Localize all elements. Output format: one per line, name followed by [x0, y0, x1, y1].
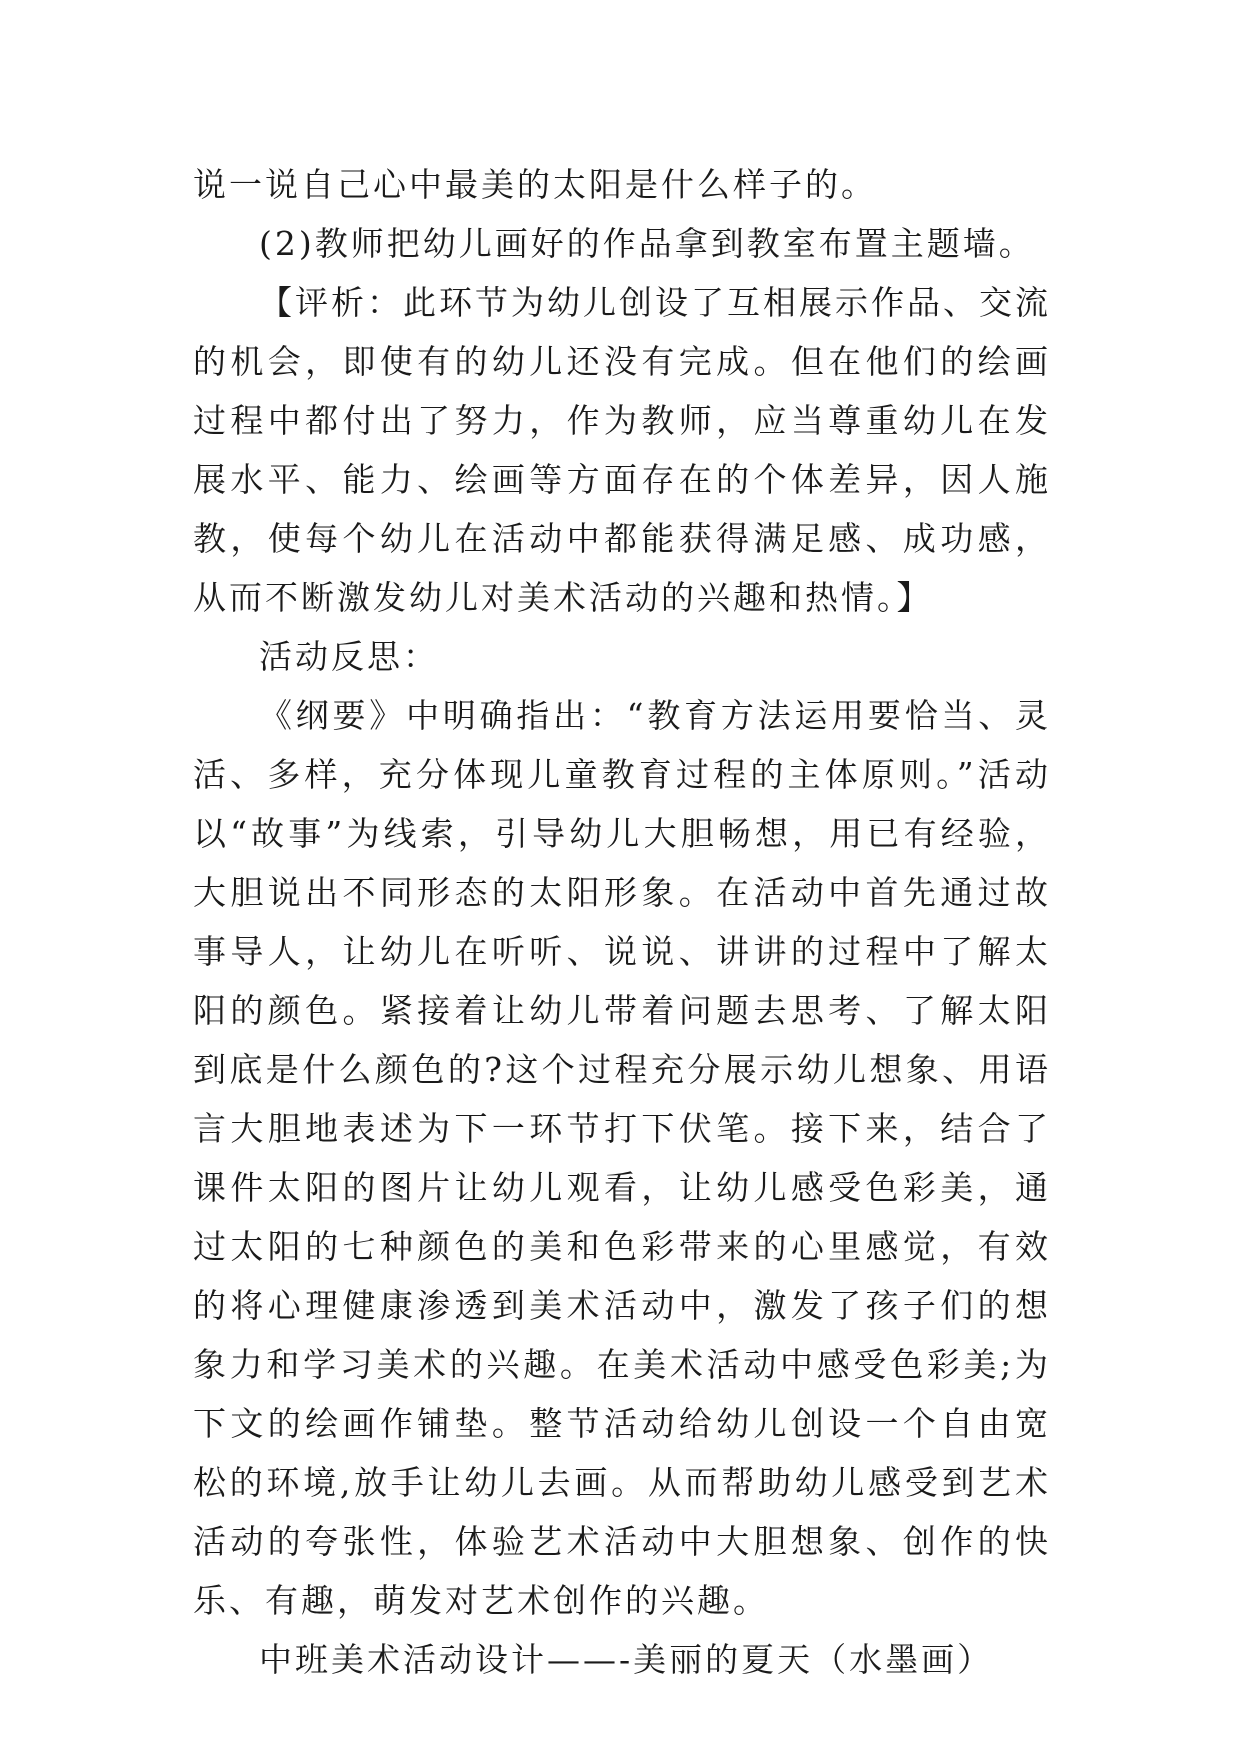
paragraph-commentary: 【评析：此环节为幼儿创设了互相展示作品、交流的机会，即使有的幼儿还没有完成。但在他们的绘画过程中都付出了努力，作为教师，应当尊重幼儿在发展水平、能力、绘画等方面存在的个体差异，因人施教，使每个幼儿在活动中都能获得满足感、成功感，从而不断激发幼儿对美术活动的兴趣和热情。】 — [193, 283, 1051, 617]
paragraph-reflection: 《纲要》中明确指出：“教育方法运用要恰当、灵活、多样，充分体现儿童教育过程的主体原则。”活动以“故事”为线索，引导幼儿大胆畅想，用已有经验，大胆说出不同形态的太阳形象。在活动中首先通过故事导人，让幼儿在听听、说说、讲讲的过程中了解太阳的颜色。紧接着让幼儿带着问题去思考、了解太阳到底是什么颜色的?这个过程充分展示幼儿想象、用语言大胆地表述为下一环节打下伏笔。接下来，结合了课件太阳的图片让幼儿观看，让幼儿感受色彩美，通过太阳的七种颜色的美和色彩带来的心里感觉，有效的将心理健康渗透到美术活动中，激发了孩子们的想象力和学习美术的兴趣。在美术活动中感受色彩美;为下文的绘画作铺垫。整节活动给幼儿创设一个自由宽松的环境,放手让幼儿去画。从而帮助幼儿感受到艺术活动的夸张性，体验艺术活动中大胆想象、创作的快乐、有趣，萌发对艺术创作的兴趣。 — [193, 696, 1051, 1620]
document-body — [193, 155, 1051, 1689]
paragraph-continuation: 说一说自己心中最美的太阳是什么样子的。 — [193, 165, 877, 204]
paragraph-step-2: (2)教师把幼儿画好的作品拿到教室布置主题墙。 — [259, 224, 1035, 263]
heading-next-activity: 中班美术活动设计——-美丽的夏天（水墨画） — [259, 1640, 994, 1679]
heading-activity-reflection: 活动反思： — [259, 637, 439, 676]
